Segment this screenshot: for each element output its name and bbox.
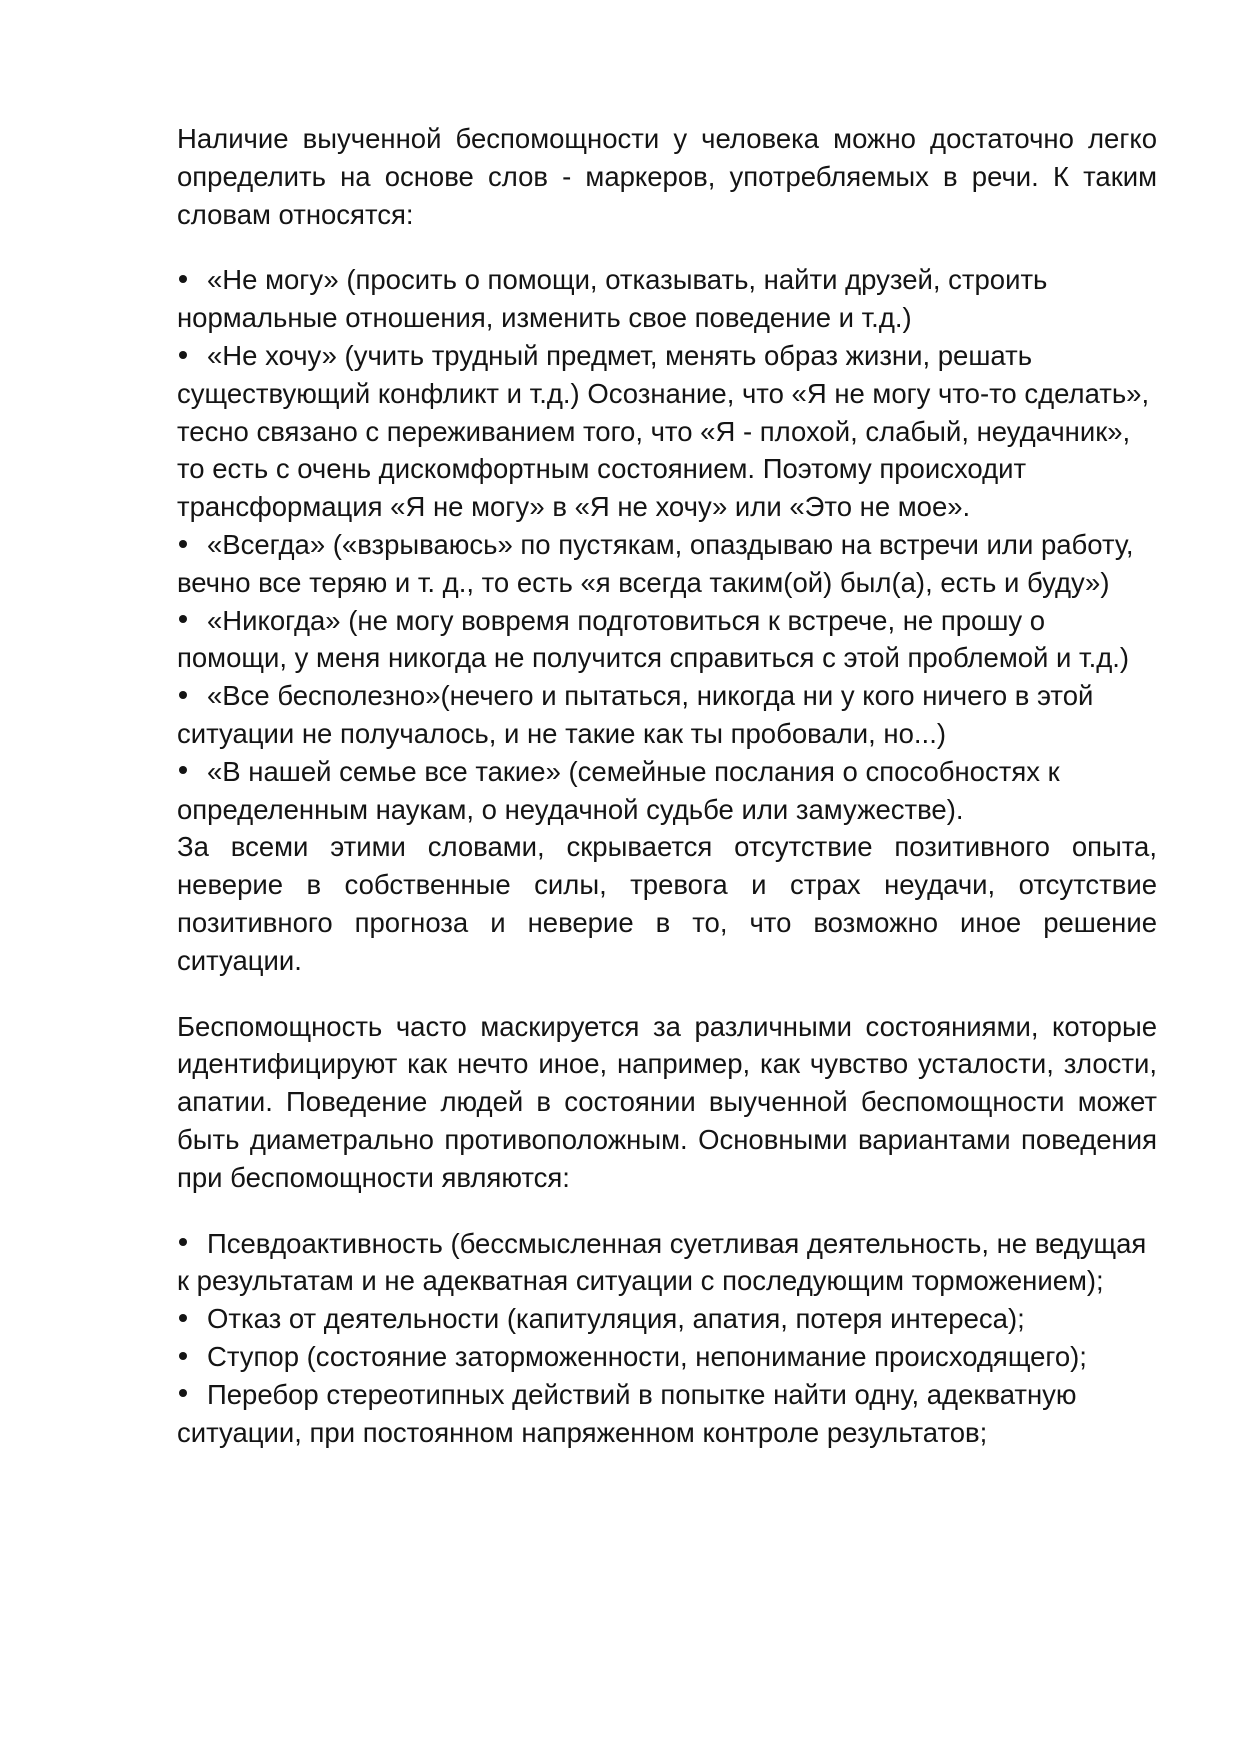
bullet-icon: [177, 261, 207, 299]
list-item: [177, 602, 1157, 678]
list-item-text: «Не могу» (просить о помощи, отказывать, найти друзей, строить нормальные отношения, изменить свое поведение и т.д.): [177, 264, 1048, 334]
list-item: [177, 1376, 1157, 1452]
list-item: [177, 1225, 1157, 1301]
list-item: [177, 1300, 1157, 1338]
bullet-icon: [177, 1338, 207, 1376]
list-item-text: «Не хочу» (учить трудный предмет, менять образ жизни, решать существующий конфликт и т.д.) Осознание, что «Я не могу что-то сделать», тесно связано с переживанием того, что «Я - плохой, слабый, неудачник», то есть с очень дискомфортным состоянием. Поэтому происходит трансформация «Я не могу» в «Я не хочу» или «Это не мое».: [177, 339, 1150, 523]
bullet-icon: [177, 753, 207, 791]
bullet-icon: [177, 1300, 207, 1338]
paragraph-gap: [177, 233, 1157, 261]
list-item: [177, 261, 1157, 337]
markers-list: [177, 261, 1157, 828]
paragraph-gap: [177, 980, 1157, 1008]
intro-paragraph: Наличие выученной беспомощности у человека можно достаточно легко определить на основе слов - маркеров, употребляемых в речи. К таким словам относятся:: [177, 123, 1157, 230]
bullet-icon: [177, 526, 207, 564]
list-item-text: Псевдоактивность (бессмысленная суетливая деятельность, не ведущая к результатам и не адекватная ситуации с последующим торможением);: [177, 1227, 1147, 1297]
list-item: [177, 526, 1157, 602]
list-item-text: «В нашей семье все такие» (семейные послания о способностях к определенным наукам, о неудачной судьбе или замужестве).: [177, 755, 1060, 825]
list-item: [177, 753, 1157, 829]
list-item: [177, 337, 1157, 526]
masking-paragraph: Беспомощность часто маскируется за различными состояниями, которые идентифицируют как нечто иное, например, как чувство усталости, злости, апатии. Поведение людей в состоянии выученной беспомощности может быть диаметрально противоположным. Основными вариантами поведения при беспомощности являются:: [177, 1010, 1157, 1193]
behaviors-list: [177, 1225, 1157, 1452]
summary-paragraph: За всеми этими словами, скрывается отсутствие позитивного опыта, неверие в собственные силы, тревога и страх неудачи, отсутствие позитивного прогноза и неверие в то, что возможно иное решение ситуации.: [177, 831, 1157, 976]
list-item-text: Перебор стереотипных действий в попытке найти одну, адекватную ситуации, при постоянном напряженном контроле результатов;: [177, 1378, 1077, 1448]
paragraph-gap: [177, 1197, 1157, 1225]
list-item-text: «Все бесполезно»(нечего и пытаться, никогда ни у кого ничего в этой ситуации не получалось, и не такие как ты пробовали, но...): [177, 680, 1094, 749]
bullet-icon: [177, 1225, 207, 1263]
list-item-text: «Никогда» (не могу вовремя подготовиться к встрече, не прошу о помощи, у меня никогда не получится справиться с этой проблемой и т.д.): [177, 604, 1130, 674]
bullet-icon: [177, 602, 207, 640]
list-item-text: Отказ от деятельности (капитуляция, апатия, потеря интереса);: [207, 1303, 1025, 1335]
bullet-icon: [177, 337, 207, 375]
list-item: [177, 1338, 1157, 1376]
list-item-text: Ступор (состояние заторможенности, непонимание происходящего);: [207, 1340, 1087, 1372]
bullet-icon: [177, 1376, 207, 1414]
list-item-text: «Всегда» («взрываюсь» по пустякам, опаздываю на встречи или работу, вечно все теряю и т. д., то есть «я всегда таким(ой) был(а), есть и буду»): [177, 528, 1134, 598]
list-item: [177, 677, 1157, 753]
bullet-icon: [177, 677, 207, 715]
document-page: [177, 120, 1157, 1451]
